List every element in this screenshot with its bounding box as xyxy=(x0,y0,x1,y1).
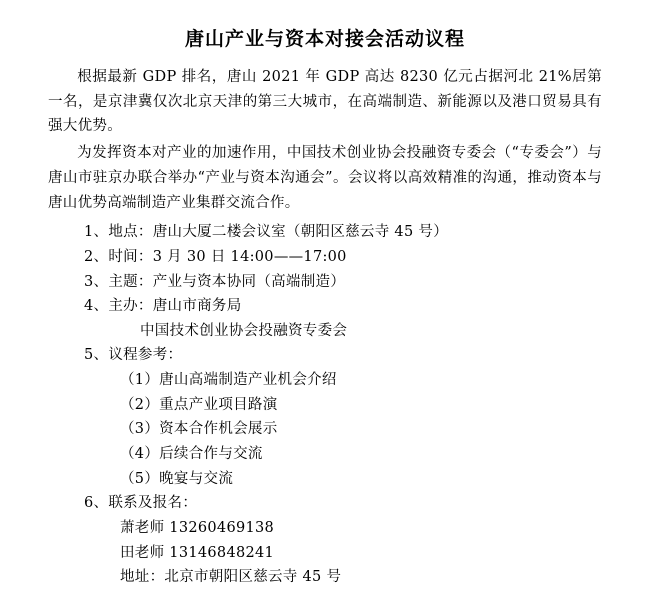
list-item-host: 4、主办：唐山市商务局 xyxy=(84,298,242,315)
list-item-host-second: 中国技术创业协会投融资专委会 xyxy=(140,322,348,339)
agenda-sub-item-4: （4）后续合作与交流 xyxy=(120,445,263,462)
list-item-time: 2、时间：3 月 30 日 14:00——17:00 xyxy=(84,248,347,265)
paragraph-2-text: 为发挥资本对产业的加速作用，中国技术创业协会投融资专委会（“专委会”）与唐山市驻京办联合举办“产业与资本沟通会”。会议将以高效精准的沟通，推动资本与唐山优势高端制造产业集群交流合作。 xyxy=(48,145,602,212)
page-title: 唐山产业与资本对接会活动议程 xyxy=(184,28,465,50)
contact-address: 地址：北京市朝阳区慈云寺 45 号 xyxy=(120,569,342,586)
list-item-topic: 3、主题：产业与资本协同（高端制造） xyxy=(84,273,346,290)
agenda-list xyxy=(48,220,602,590)
agenda-sub-item-1: （1）唐山高端制造产业机会介绍 xyxy=(120,372,337,389)
agenda-sub-item-3: （3）资本合作机会展示 xyxy=(120,421,278,438)
paragraph-2 xyxy=(48,141,602,216)
agenda-sub-item-2: （2）重点产业项目路演 xyxy=(120,396,278,413)
contact-line-2: 田老师 13146848241 xyxy=(120,544,275,561)
paragraph-1-text: 根据最新 GDP 排名，唐山 2021 年 GDP 高达 8230 亿元占据河北 21%居第一名，是京津冀仅次北京天津的第三大城市，在高端制造、新能源以及港口贸易具有强大优势。 xyxy=(48,68,602,135)
contact-line-1: 萧老师 13260469138 xyxy=(120,519,275,536)
list-item-agenda: 5、议程参考： xyxy=(84,347,183,364)
paragraph-1 xyxy=(48,65,602,140)
list-item-location: 1、地点：唐山大厦二楼会议室（朝阳区慈云寺 45 号） xyxy=(84,224,448,241)
agenda-sub-item-5: （5）晚宴与交流 xyxy=(120,470,234,487)
list-item-contact: 6、联系及报名： xyxy=(84,495,198,512)
